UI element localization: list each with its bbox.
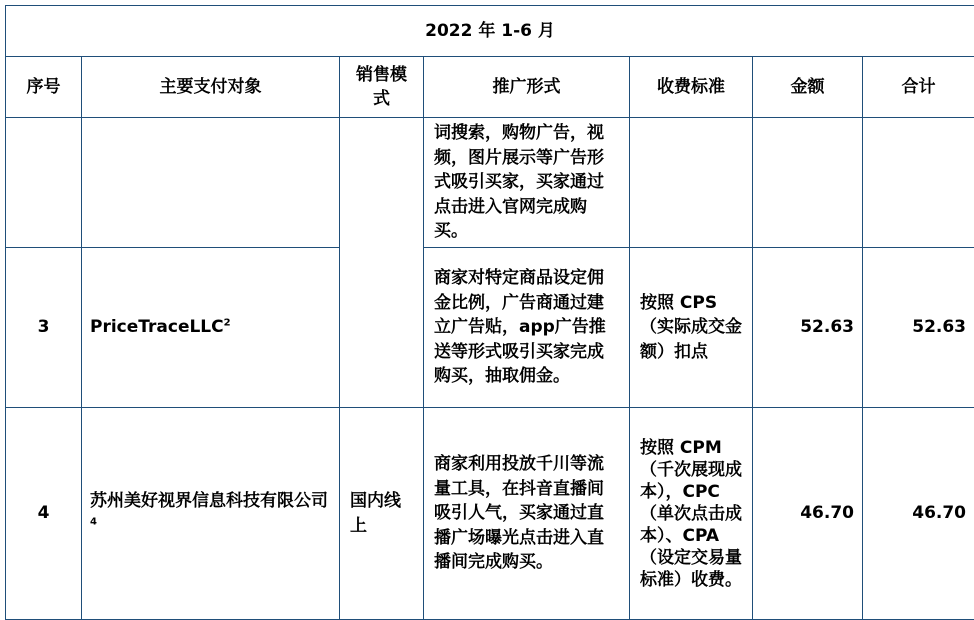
- row-fee-standard: 按照 CPS（实际成交金额）扣点: [630, 248, 753, 408]
- row-promotion: 商家对特定商品设定佣金比例，广告商通过建立广告贴，app广告推送等形式吸引买家完成购买，抽取佣金。: [424, 248, 630, 408]
- row-promotion: 词搜索，购物广告，视频，图片展示等广告形式吸引买家，买家通过点击进入官网完成购买。: [424, 118, 630, 248]
- header-sales-model: 销售模式: [340, 57, 424, 118]
- row-fee-standard: 按照 CPM（千次展现成本），CPC（单次点击成本）、CPA（设定交易量标准）收费。: [630, 408, 753, 620]
- row-amount: [753, 118, 863, 248]
- row-promotion: 商家利用投放千川等流量工具，在抖音直播间吸引人气，买家通过直播广场曝光点击进入直播间完成购买。: [424, 408, 630, 620]
- row-index: 3: [6, 248, 82, 408]
- header-total: 合计: [863, 57, 974, 118]
- header-index: 序号: [6, 57, 82, 118]
- row-fee-standard: [630, 118, 753, 248]
- header-amount: 金额: [753, 57, 863, 118]
- payee-note: 4: [90, 516, 97, 527]
- row-total: 52.63: [863, 248, 974, 408]
- header-fee-standard: 收费标准: [630, 57, 753, 118]
- table-row: [6, 408, 974, 620]
- header-promotion: 推广形式: [424, 57, 630, 118]
- row-total: [863, 118, 974, 248]
- table-row: [6, 118, 974, 248]
- table-title: 2022 年 1-6 月: [6, 6, 974, 57]
- payee-note: 2: [224, 318, 231, 329]
- header-payee: 主要支付对象: [82, 57, 340, 118]
- fee-table: [5, 5, 974, 620]
- payee-name: 苏州美好视界信息科技有限公司: [90, 491, 328, 511]
- row-payee: [82, 408, 340, 620]
- row-amount: 52.63: [753, 248, 863, 408]
- header-row: [6, 57, 974, 118]
- payee-name: PriceTraceLLC: [90, 317, 224, 337]
- row-index: 4: [6, 408, 82, 620]
- row-index: [6, 118, 82, 248]
- row-total: 46.70: [863, 408, 974, 620]
- row-payee: [82, 118, 340, 248]
- row-sales-model: 国内线上: [340, 408, 424, 620]
- row-sales-model: [340, 118, 424, 408]
- row-amount: 46.70: [753, 408, 863, 620]
- row-payee: [82, 248, 340, 408]
- table-row: [6, 248, 974, 408]
